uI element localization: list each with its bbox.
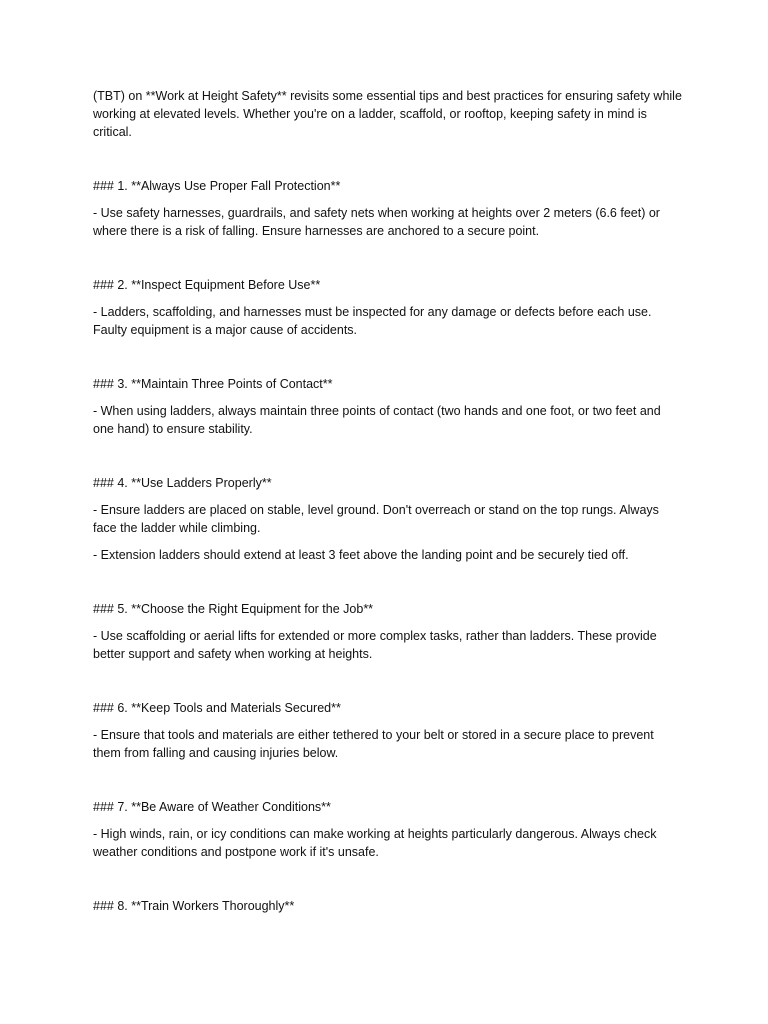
- section-paragraph: - Ensure that tools and materials are either tethered to your belt or stored in a secure place to prevent them from falling and causing injuries below.: [93, 728, 654, 760]
- section-paragraph: - Extension ladders should extend at least 3 feet above the landing point and be securely tied off.: [93, 548, 629, 562]
- section-3: [93, 375, 683, 438]
- section-heading: ### 1. **Always Use Proper Fall Protection**: [93, 179, 341, 193]
- section-heading: ### 2. **Inspect Equipment Before Use**: [93, 278, 321, 292]
- section-heading: ### 8. **Train Workers Thoroughly**: [93, 899, 295, 913]
- section-paragraph: - Use scaffolding or aerial lifts for extended or more complex tasks, rather than ladders. These provide better support and safety when working at heights.: [93, 629, 657, 661]
- section-paragraph: - Ensure ladders are placed on stable, level ground. Don't overreach or stand on the top rungs. Always face the ladder while climbing.: [93, 503, 659, 535]
- section-2: [93, 276, 683, 339]
- document-body: [93, 87, 683, 915]
- section-6: [93, 699, 683, 762]
- section-heading: ### 5. **Choose the Right Equipment for the Job**: [93, 602, 374, 616]
- section-paragraph: - High winds, rain, or icy conditions can make working at heights particularly dangerous. Always check weather conditions and postpone work if it's unsafe.: [93, 827, 657, 859]
- section-paragraph: - When using ladders, always maintain three points of contact (two hands and one foot, or two feet and one hand) to ensure stability.: [93, 404, 661, 436]
- section-heading: ### 4. **Use Ladders Properly**: [93, 476, 272, 490]
- section-7: [93, 798, 683, 861]
- section-heading: ### 3. **Maintain Three Points of Contact**: [93, 377, 333, 391]
- section-5: [93, 600, 683, 663]
- section-paragraph: - Ladders, scaffolding, and harnesses must be inspected for any damage or defects before each use. Faulty equipment is a major cause of accidents.: [93, 305, 652, 337]
- section-8: [93, 897, 683, 915]
- section-heading: ### 6. **Keep Tools and Materials Secured**: [93, 701, 341, 715]
- section-heading: ### 7. **Be Aware of Weather Conditions**: [93, 800, 331, 814]
- section-paragraph: - Use safety harnesses, guardrails, and safety nets when working at heights over 2 meters (6.6 feet) or where there is a risk of falling. Ensure harnesses are anchored to a secure point.: [93, 206, 660, 238]
- section-1: [93, 177, 683, 240]
- section-4: [93, 474, 683, 564]
- intro-paragraph: (TBT) on **Work at Height Safety** revisits some essential tips and best practices for ensuring safety while working at elevated levels. Whether you're on a ladder, scaffold, or rooftop, keeping safety in mind is critical.: [93, 89, 682, 139]
